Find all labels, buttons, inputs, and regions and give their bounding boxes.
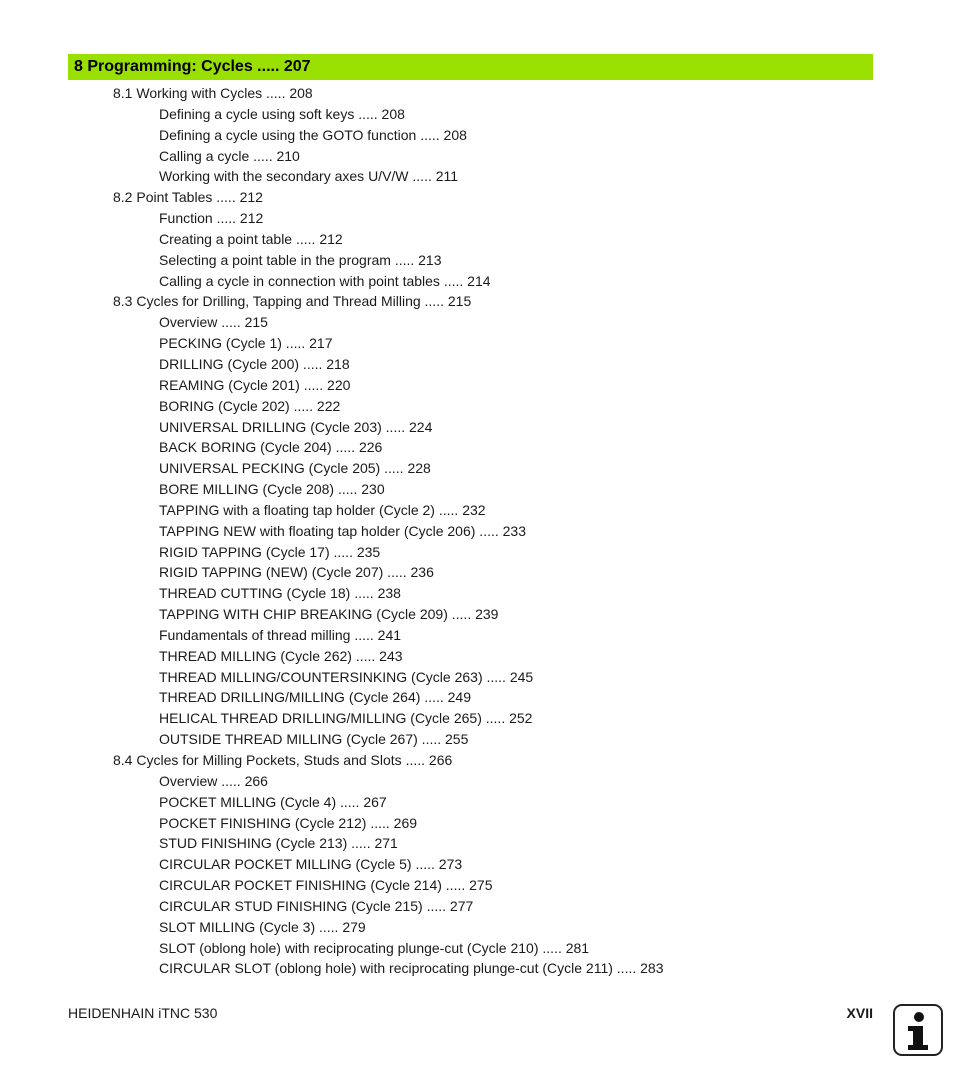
toc-subsection-entry[interactable]: Overview ..... 215	[159, 314, 268, 331]
toc-subsection-entry[interactable]: Working with the secondary axes U/V/W ..... 211	[159, 168, 459, 185]
toc-subsection-entry[interactable]: TAPPING NEW with floating tap holder (Cycle 206) ..... 233	[159, 522, 527, 539]
toc-subsection-entry[interactable]: Overview ..... 266	[159, 772, 268, 789]
toc-subsection-entry[interactable]: THREAD DRILLING/MILLING (Cycle 264) ..... 249	[159, 689, 471, 706]
toc-subsection-entry[interactable]: Calling a cycle ..... 210	[159, 147, 300, 164]
toc-subsection-entry[interactable]: POCKET FINISHING (Cycle 212) ..... 269	[159, 814, 418, 831]
chapter-title: 8 Programming: Cycles ..... 207	[74, 58, 311, 75]
toc-subsection-entry[interactable]: RIGID TAPPING (Cycle 17) ..... 235	[159, 543, 381, 560]
toc-subsection-entry[interactable]: BACK BORING (Cycle 204) ..... 226	[159, 439, 383, 456]
toc-subsection-entry[interactable]: OUTSIDE THREAD MILLING (Cycle 267) ..... 255	[159, 731, 469, 748]
table-of-contents	[0, 83, 954, 979]
info-icon	[893, 1004, 943, 1056]
toc-section-entry[interactable]: 8.3 Cycles for Drilling, Tapping and Thread Milling ..... 215	[113, 293, 472, 310]
toc-subsection-entry[interactable]: CIRCULAR STUD FINISHING (Cycle 215) ..... 277	[159, 897, 474, 914]
toc-subsection-entry[interactable]: Selecting a point table in the program ..... 213	[159, 251, 442, 268]
toc-subsection-entry[interactable]: SLOT (oblong hole) with reciprocating plunge-cut (Cycle 210) ..... 281	[159, 939, 590, 956]
toc-subsection-entry[interactable]: STUD FINISHING (Cycle 213) ..... 271	[159, 835, 398, 852]
toc-subsection-entry[interactable]: TAPPING with a floating tap holder (Cycle 2) ..... 232	[159, 501, 486, 518]
toc-subsection-entry[interactable]: UNIVERSAL PECKING (Cycle 205) ..... 228	[159, 460, 431, 477]
toc-subsection-entry[interactable]: Defining a cycle using soft keys ..... 208	[159, 105, 405, 122]
footer-product-name: HEIDENHAIN iTNC 530	[68, 1005, 218, 1021]
toc-subsection-entry[interactable]: BORING (Cycle 202) ..... 222	[159, 397, 341, 414]
toc-subsection-entry[interactable]: THREAD MILLING/COUNTERSINKING (Cycle 263) ..... 245	[159, 668, 534, 685]
toc-subsection-entry[interactable]: Defining a cycle using the GOTO function ..... 208	[159, 126, 467, 143]
toc-subsection-entry[interactable]: CIRCULAR POCKET FINISHING (Cycle 214) ..... 275	[159, 877, 493, 894]
chapter-heading	[68, 54, 873, 80]
toc-subsection-entry[interactable]: UNIVERSAL DRILLING (Cycle 203) ..... 224	[159, 418, 433, 435]
toc-subsection-entry[interactable]: RIGID TAPPING (NEW) (Cycle 207) ..... 236	[159, 564, 434, 581]
toc-subsection-entry[interactable]: Creating a point table ..... 212	[159, 230, 343, 247]
toc-section-entry[interactable]: 8.4 Cycles for Milling Pockets, Studs and Slots ..... 266	[113, 752, 453, 768]
toc-subsection-entry[interactable]: THREAD CUTTING (Cycle 18) ..... 238	[159, 585, 401, 602]
toc-subsection-entry[interactable]: CIRCULAR POCKET MILLING (Cycle 5) ..... 273	[159, 856, 463, 873]
toc-subsection-entry[interactable]: Calling a cycle in connection with point tables ..... 214	[159, 272, 491, 289]
toc-subsection-entry[interactable]: TAPPING WITH CHIP BREAKING (Cycle 209) ..... 239	[159, 606, 499, 623]
toc-subsection-entry[interactable]: HELICAL THREAD DRILLING/MILLING (Cycle 265) ..... 252	[159, 710, 533, 727]
toc-subsection-entry[interactable]: POCKET MILLING (Cycle 4) ..... 267	[159, 793, 387, 810]
toc-subsection-entry[interactable]: REAMING (Cycle 201) ..... 220	[159, 376, 351, 393]
toc-subsection-entry[interactable]: PECKING (Cycle 1) ..... 217	[159, 335, 333, 352]
toc-subsection-entry[interactable]: THREAD MILLING (Cycle 262) ..... 243	[159, 647, 403, 664]
toc-subsection-entry[interactable]: Function ..... 212	[159, 210, 264, 227]
toc-section-entry[interactable]: 8.2 Point Tables ..... 212	[113, 189, 263, 206]
toc-subsection-entry[interactable]: SLOT MILLING (Cycle 3) ..... 279	[159, 918, 366, 935]
toc-subsection-entry[interactable]: DRILLING (Cycle 200) ..... 218	[159, 355, 350, 372]
toc-subsection-entry[interactable]: CIRCULAR SLOT (oblong hole) with reciprocating plunge-cut (Cycle 211) ..... 283	[159, 960, 664, 977]
footer-page-number: XVII	[846, 1005, 873, 1021]
toc-section-entry[interactable]: 8.1 Working with Cycles ..... 208	[113, 85, 313, 101]
toc-subsection-entry[interactable]: BORE MILLING (Cycle 208) ..... 230	[159, 481, 385, 498]
toc-subsection-entry[interactable]: Fundamentals of thread milling ..... 241	[159, 626, 402, 643]
